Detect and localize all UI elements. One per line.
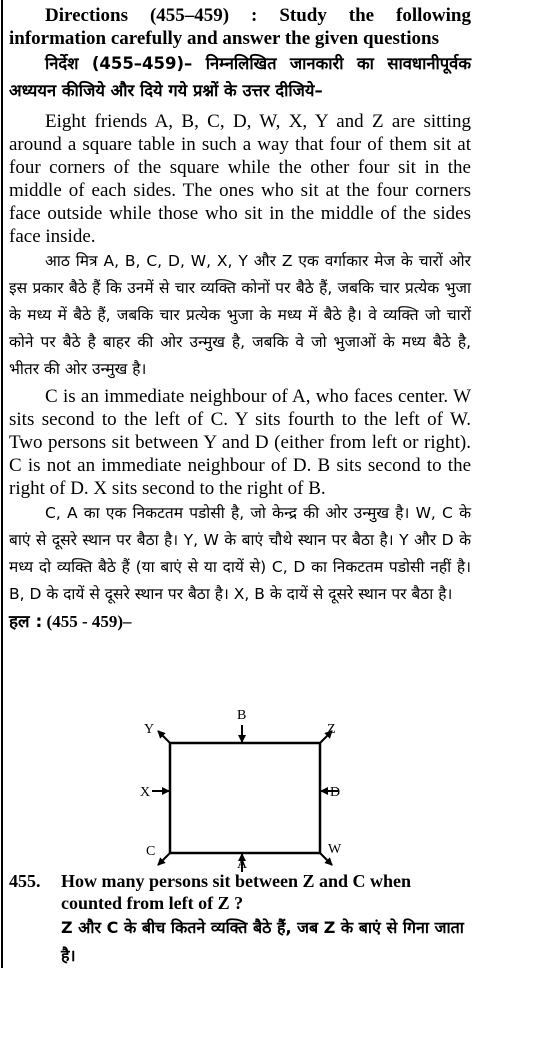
question-english-row (9, 870, 471, 914)
directions-heading-hindi: निर्देश (455–459)– निम्नलिखित जानकारी का सावधानीपूर्वक अध्ययन कीजिये और दिये गये प्रश्नों के उत्तर दीजिये– (9, 54, 471, 100)
question-text-hindi: Z और C के बीच कितने व्यक्ति बैठे हैं, जब Z के बाएं से गिना जाता है। (61, 918, 464, 965)
solution-label (9, 610, 471, 634)
passage-p1-english: Eight friends A, B, C, D, W, X, Y and Z are sitting around a square table in such a way that four of them sit at four corners of the square while the other four sit in the middle of each sides. The ones who sit at the four corners face outside while those who sit in the middle of the sides face inside. (9, 111, 471, 247)
passage-p2-english: C is an immediate neighbour of A, who faces center. W sits second to the left of C. Y sits fourth to the left of W. Two persons sit between Y and D (either from left or right). C is not an immediate neighbour of D. B sits second to the right of D. X sits second to the right of B. (9, 386, 471, 499)
directions-heading-line1: Directions (455–459) : Study the following (45, 5, 471, 26)
seat-label-left-middle: X (140, 785, 151, 800)
seat-label-bottom-left: C (146, 844, 156, 859)
passage-p2-hindi: C, A का एक निकटतम पडोसी है, जो केन्द्र की ओर उन्मुख है। W, C के बाएं से दूसरे स्थान पर बैठा है। Y, W के बाएं चौथे स्थान पर बैठा है। Y और D के मध्य दो व्यक्ति बैठे हैं (या बाएं से या दायें से) C, D का निकटतम पडोसी नहीं है। B, D के दायें से दूसरे स्थान पर बैठा है। X, B के दायें से दूसरे स्थान पर बैठा है। (9, 504, 471, 603)
text-content (9, 4, 471, 634)
left-margin-rule (1, 0, 3, 968)
passage-p1-hindi: आठ मित्र A, B, C, D, W, X, Y और Z एक वर्गाकार मेज के चारों ओर इस प्रकार बैठे हैं कि उनमें से चार व्यक्ति कोनों पर बैठे हैं, जबकि चार प्रत्येक भुजा के मध्य में बैठे हैं, जबकि चार प्रत्येक भुजा के मध्य में बैठे है। वे व्यक्ति जो चारों कोने पर बैठे है बाहर की ओर उन्मुख है, जबकि वे जो भुजाओं के मध्य बैठे है, भीतर की ओर उन्मुख है। (9, 252, 471, 378)
seat-label-right-middle: D (330, 785, 341, 800)
seat-label-bottom-middle: A (237, 857, 248, 872)
seat-label-top-middle: B (237, 708, 247, 723)
seating-diagram-svg (130, 705, 350, 875)
question-number: 455. (9, 871, 41, 891)
corner-arrow-bottom-left (158, 853, 170, 865)
question-text-english: How many persons sit between Z and C when counted from left of Z ? (61, 871, 412, 913)
question-455 (9, 870, 471, 970)
directions-heading-line2: information carefully and answer the given questions (9, 28, 439, 49)
seat-label-top-right: Z (327, 722, 336, 737)
seating-diagram (130, 705, 350, 875)
seat-label-top-left: Y (144, 722, 155, 737)
solution-label-range: (455 - 459)– (46, 612, 132, 631)
square-table (170, 743, 320, 853)
corner-arrow-top-left (158, 731, 170, 743)
solution-label-hindi: हल : (9, 612, 43, 632)
seat-label-bottom-right: W (328, 842, 342, 857)
